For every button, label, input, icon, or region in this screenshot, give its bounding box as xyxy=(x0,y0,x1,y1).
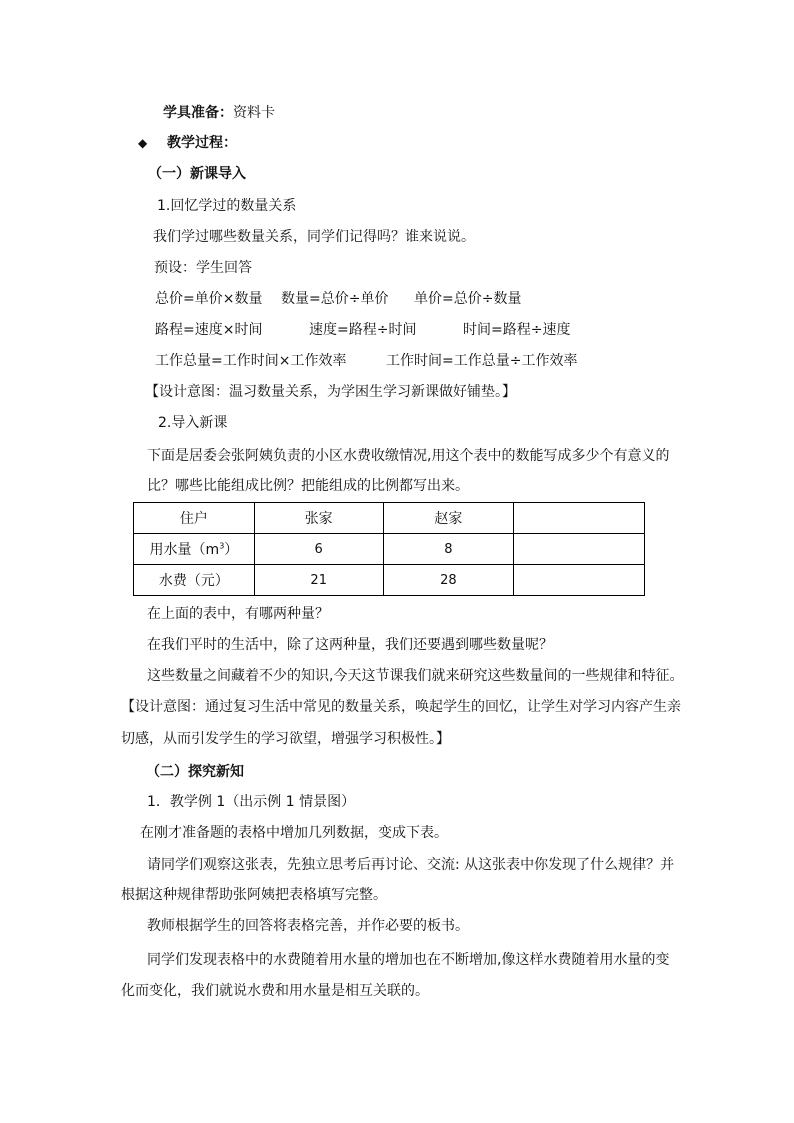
paragraph-find-line-2: 化而变化，我们就说水费和用水量是相互关联的。 xyxy=(121,983,429,999)
question-3: 这些数量之间藏着不少的知识,今天这节课我们就来研究这些数量间的一些规律和特征。 xyxy=(147,668,684,684)
table-header-cell xyxy=(514,503,645,534)
formula-total-price: 总价=单价×数量 xyxy=(155,291,263,307)
formula-work-total: 工作总量=工作时间×工作效率 xyxy=(155,353,347,369)
table-header-cell: 住户 xyxy=(134,503,255,534)
paragraph-teacher: 教师根据学生的回答将表格完善，并作必要的板书。 xyxy=(147,918,469,934)
item-1-title: 1.回忆学过的数量关系 xyxy=(157,198,297,214)
table-cell: 28 xyxy=(383,565,514,596)
formula-time: 时间=路程÷速度 xyxy=(463,322,571,338)
table-cell: 6 xyxy=(254,534,383,565)
diamond-bullet-icon: ◆ xyxy=(138,136,148,150)
formula-work-time: 工作时间=工作总量÷工作效率 xyxy=(386,353,578,369)
question-1: 在上面的表中，有哪两种量？ xyxy=(147,606,329,622)
paragraph-intro-line-1: 下面是居委会张阿姨负责的小区水费收缴情况,用这个表中的数能写成多少个有意义的 xyxy=(147,448,670,464)
item-3-title: 1．教学例 1（出示例 1 情景图） xyxy=(147,794,356,810)
unit-superscript: 3 xyxy=(219,541,225,551)
preset-line: 预设：学生回答 xyxy=(154,260,252,276)
table-row xyxy=(134,565,645,596)
table-cell xyxy=(514,534,645,565)
design-intent-1: 【设计意图：温习数量关系，为学困生学习新课做好铺垫。】 xyxy=(145,384,516,400)
section-2-title: （二）探究新知 xyxy=(146,764,244,780)
table-header-cell: 赵家 xyxy=(383,503,514,534)
formula-quantity: 数量=总价÷单价 xyxy=(281,291,389,307)
formula-row-2 xyxy=(155,320,570,340)
process-title: 教学过程： xyxy=(167,135,237,151)
table-row-label: 水费（元） xyxy=(134,565,255,596)
formula-unit-price: 单价=总价÷数量 xyxy=(414,291,522,307)
table-header-row xyxy=(134,503,645,534)
table-row-label: 用水量$(m^3)$ xyxy=(134,534,255,565)
section-1-title: （一）新课导入 xyxy=(148,166,246,182)
water-fee-table xyxy=(133,502,645,596)
table-cell xyxy=(514,565,645,596)
design-intent-2-line-1: 【设计意图：通过复习生活中常见的数量关系，唤起学生的回忆，让学生对学习内容产生亲 xyxy=(121,699,681,715)
table-cell: 8 xyxy=(383,534,514,565)
table-cell: 21 xyxy=(254,565,383,596)
paragraph-intro-line-2: 比？哪些比能组成比例？把能组成的比例都写出来。 xyxy=(147,478,469,494)
prep-label: 学具准备： xyxy=(163,105,233,121)
formula-row-1 xyxy=(155,289,521,309)
table-row xyxy=(134,534,645,565)
formula-speed: 速度=路程÷时间 xyxy=(309,322,417,338)
question-2: 在我们平时的生活中，除了这两种量，我们还要遇到哪些数量呢？ xyxy=(147,637,553,653)
paragraph-find-line-1: 同学们发现表格中的水费随着用水量的增加也在不断增加,像这样水费随着用水量的变 xyxy=(147,952,670,968)
prep-line xyxy=(163,103,275,123)
design-intent-2-line-2: 切感，从而引发学生的学习欲望，增强学习积极性。】 xyxy=(121,731,450,747)
formula-row-3 xyxy=(155,351,577,371)
item-2-title: 2.导入新课 xyxy=(158,415,228,431)
paragraph-observe-line-1: 请同学们观察这张表，先独立思考后再讨论、交流: 从这张表中你发现了什么规律？并 xyxy=(147,857,675,873)
table-header-cell: 张家 xyxy=(254,503,383,534)
paragraph-add-columns: 在刚才准备题的表格中增加几列数据，变成下表。 xyxy=(140,825,448,841)
paragraph-recall: 我们学过哪些数量关系，同学们记得吗？谁来说说。 xyxy=(153,229,475,245)
paragraph-observe-line-2: 根据这种规律帮助张阿姨把表格填写完整。 xyxy=(121,887,387,903)
formula-distance: 路程=速度×时间 xyxy=(155,322,263,338)
prep-value: 资料卡 xyxy=(233,105,275,121)
